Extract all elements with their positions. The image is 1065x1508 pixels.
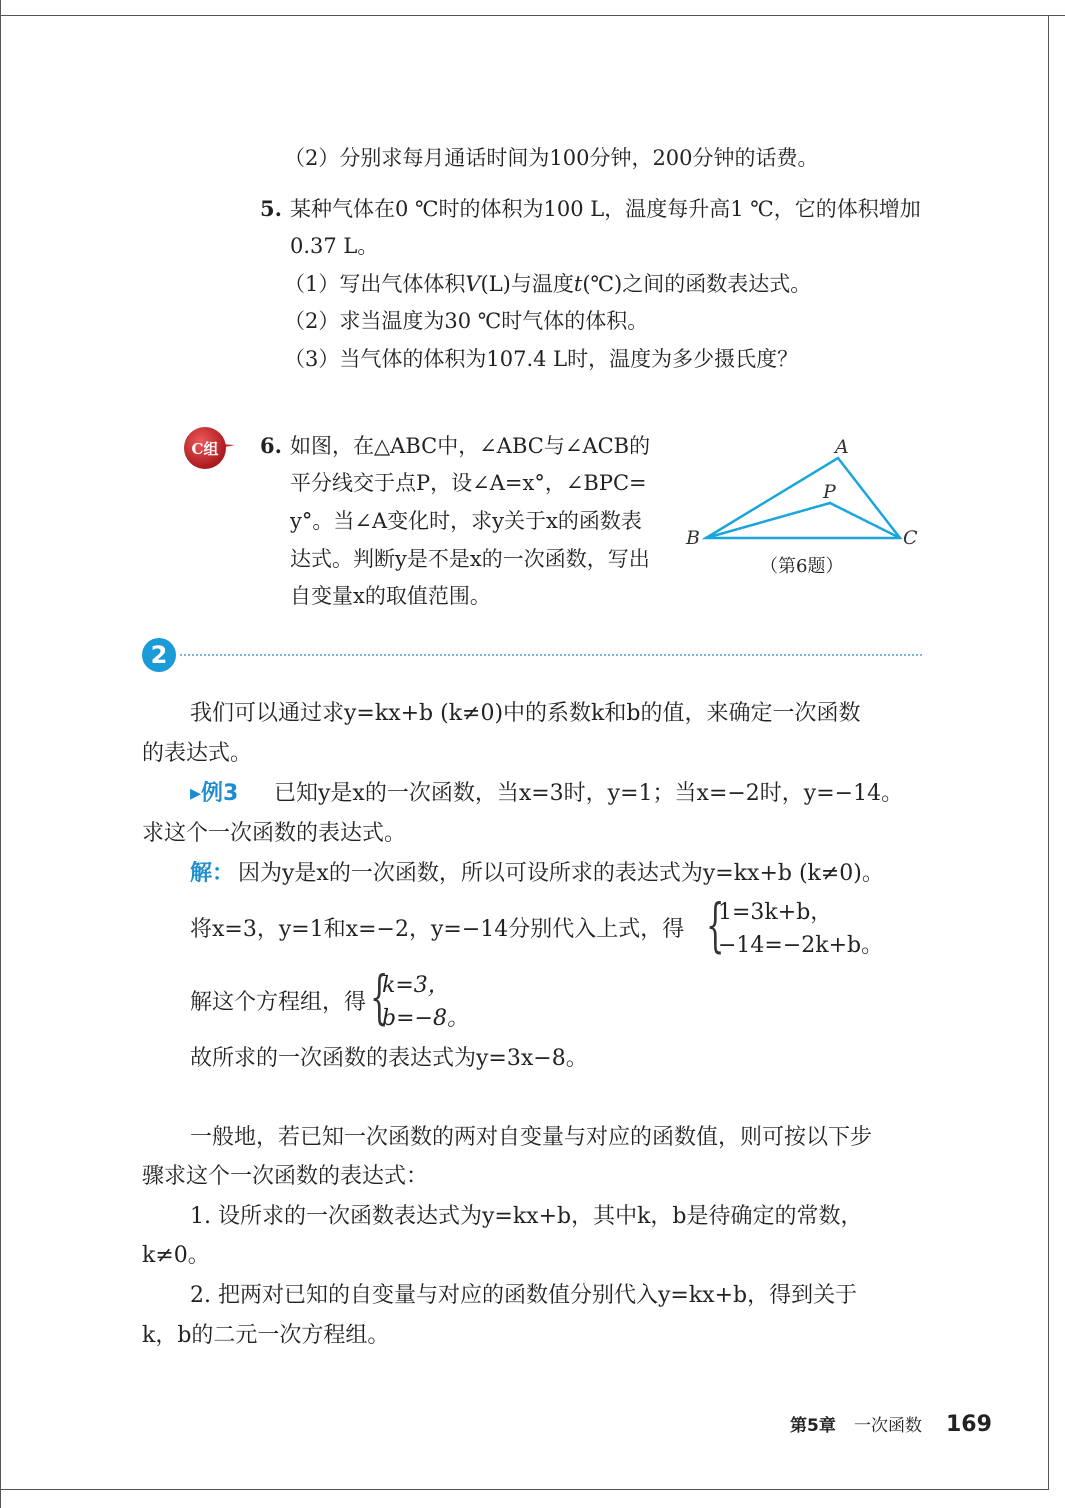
section-intro-line-1: 我们可以通过求y=kx+b (k≠0)中的系数k和b的值，来确定一次函数 <box>190 701 861 726</box>
page-frame-bottom <box>0 1489 1049 1490</box>
example-3-line-1: 已知y是x的一次函数，当x=3时，y=1；当x=−2时，y=−14。 <box>274 781 904 806</box>
solution-line-1: 因为y是x的一次函数，所以可设所求的表达式为y=kx+b (k≠0)。 <box>238 861 884 886</box>
label-C: C <box>903 527 918 549</box>
c-group-badge <box>183 425 235 471</box>
problem-5-line-2: 0.37 L。 <box>290 234 379 258</box>
label-B: B <box>686 527 700 549</box>
step-2-line-2: k，b的二元一次方程组。 <box>142 1323 390 1348</box>
footer-chapter: 第5章 <box>790 1416 836 1436</box>
system-2-eq-2: b=−8。 <box>382 1006 469 1031</box>
general-line-2: 骤求这个一次函数的表达式： <box>142 1164 429 1189</box>
system-2-eq-1: k=3， <box>382 973 450 998</box>
problem-6-line-3: y°。当∠A变化时，求y关于x的函数表 <box>290 509 642 533</box>
problem-6-number: 6. <box>260 433 282 458</box>
label-P: P <box>823 481 836 503</box>
triangle-abc <box>706 458 900 538</box>
system-2-brace: { <box>370 963 389 1031</box>
problem-6-line-5: 自变量x的取值范围。 <box>290 584 491 608</box>
solution-line-2: 将x=3，y=1和x=−2，y=−14分别代入上式，得 <box>190 917 685 942</box>
footer-chapter-title: 一次函数 <box>854 1416 922 1436</box>
section-number-badge: 2 <box>142 638 176 672</box>
figure-caption: （第6题） <box>760 556 844 577</box>
solution-label: 解： <box>190 861 235 886</box>
problem-5-part-3: （3）当气体的体积为107.4 L时，温度为多少摄氏度？ <box>284 347 799 371</box>
var-t: t <box>573 272 583 296</box>
section-intro-line-2: 的表达式。 <box>142 741 253 766</box>
solution-line-4: 故所求的一次函数的表达式为y=3x−8。 <box>190 1046 588 1071</box>
section-dotted-divider <box>180 654 922 656</box>
solution-line-3: 解这个方程组，得 <box>190 990 367 1015</box>
problem-6-line-4: 达式。判断y是不是x的一次函数，写出 <box>290 547 650 571</box>
step-1-line-2: k≠0。 <box>142 1243 210 1268</box>
example-3-line-2: 求这个一次函数的表达式。 <box>142 821 407 846</box>
page-frame-right <box>1048 16 1049 1490</box>
problem-5-line-1: 某种气体在0 ℃时的体积为100 L，温度每升高1 ℃，它的体积增加 <box>290 197 921 221</box>
problem-5-part-1-a: （1）写出气体体积 <box>284 272 466 296</box>
system-1-eq-2: −14=−2k+b。 <box>718 933 884 958</box>
problem-6-line-2: 平分线交于点P，设∠A=x°，∠BPC= <box>290 471 647 495</box>
c-group-badge-label: C组 <box>191 440 219 458</box>
page-frame-top <box>0 0 1065 16</box>
page-frame-left <box>0 0 1 1508</box>
step-2-line-1: 2. 把两对已知的自变量与对应的函数值分别代入y=kx+b，得到关于 <box>190 1283 858 1308</box>
system-1-eq-1: 1=3k+b， <box>718 900 833 925</box>
problem-4-part-2: （2）分别求每月通话时间为100分钟，200分钟的话费。 <box>284 146 819 170</box>
problem-5-part-1 <box>284 270 811 298</box>
example-3-label: ▸例3 <box>190 781 239 806</box>
label-A: A <box>835 436 849 458</box>
problem-6-line-1: 如图，在△ABC中，∠ABC与∠ACB的 <box>290 434 651 458</box>
problem-5-part-1-c: (℃)之间的函数表达式。 <box>582 272 812 296</box>
page-number: 169 <box>946 1412 992 1437</box>
system-1-brace: { <box>706 891 725 959</box>
var-V: V <box>465 272 481 296</box>
problem-5-part-2: （2）求当温度为30 ℃时气体的体积。 <box>284 309 649 333</box>
problem-5-number: 5. <box>260 196 282 221</box>
general-line-1: 一般地，若已知一次函数的两对自变量与对应的函数值，则可按以下步 <box>190 1125 873 1150</box>
step-1-line-1: 1. 设所求的一次函数表达式为y=kx+b，其中k，b是待确定的常数， <box>190 1204 863 1229</box>
problem-5-part-1-b: (L)与温度 <box>480 272 574 296</box>
